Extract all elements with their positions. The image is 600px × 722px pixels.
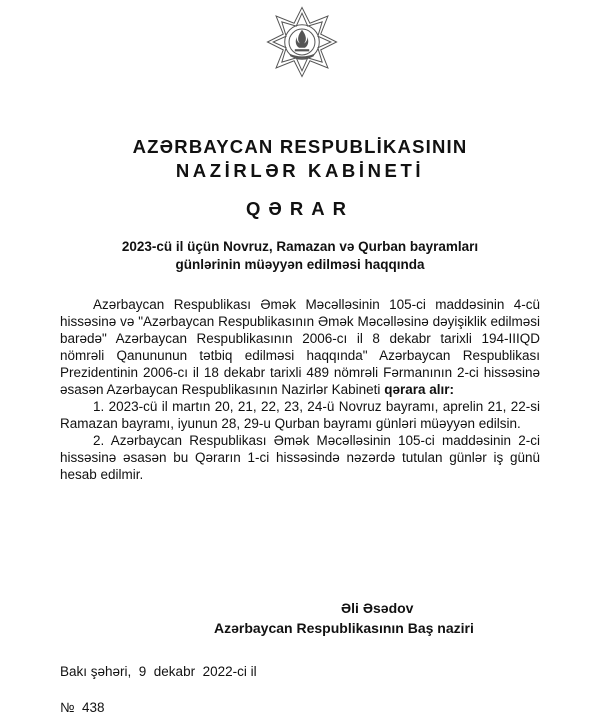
intro-paragraph: [60, 296, 540, 398]
document-number: № 438: [60, 700, 105, 715]
decision-item-1: 1. 2023-cü il martın 20, 21, 22, 23, 24-ü Novruz bayramı, aprelin 21, 22-si Ramazan bayramı, iyunun 28, 29-u Qurban bayramı günləri müəyyən edilsin.: [60, 399, 540, 431]
title-line-2: günlərinin müəyyən edilməsi haqqında: [175, 257, 425, 272]
place-and-date: Bakı şəhəri, 9 dekabr 2022-ci il: [60, 664, 257, 679]
signatory-name: Əli Əsədov: [341, 600, 414, 616]
state-emblem-icon: [266, 6, 338, 78]
cabinet-name: NAZİRLƏR KABİNETİ: [175, 160, 425, 181]
document-body: [60, 296, 540, 483]
signatory-title: Azərbaycan Respublikasının Baş naziri: [214, 620, 474, 636]
intro-text: Azərbaycan Respublikası Əmək Məcəlləsinin 105-ci maddəsinin 4-cü hissəsinə və "Azərbaycan Respublikasının Əmək Məcəlləsinə dəyişiklik edilməsi barədə" Azərbaycan Respublikasının 2006-cı il 8 dekabr tarixli 194-IIIQD nömrəli Qanununun tətbiq edilməsi haqqında" Azərbaycan Respublikası Prezidentinin 2006-cı il 18 dekabr tarixli 489 nömrəli Fərmanının 2-ci hissəsinə əsasən Azərbaycan Respublikasının Nazirlər Kabineti: [60, 297, 540, 397]
document-type: QƏRAR: [246, 198, 354, 219]
resolution-phrase: qərara alır:: [384, 382, 454, 397]
decision-item-2: 2. Azərbaycan Respublikası Əmək Məcəlləsinin 105-ci maddəsinin 2-ci hissəsinə əsasən bu Qərarın 1-ci hissəsində nəzərdə tutulan günlər iş günü hesab edilmir.: [60, 433, 540, 482]
government-name: AZƏRBAYCAN RESPUBLİKASININ: [132, 136, 468, 157]
document-title: [60, 238, 540, 274]
title-line-1: 2023-cü il üçün Novruz, Ramazan və Qurban bayramları: [121, 239, 479, 254]
